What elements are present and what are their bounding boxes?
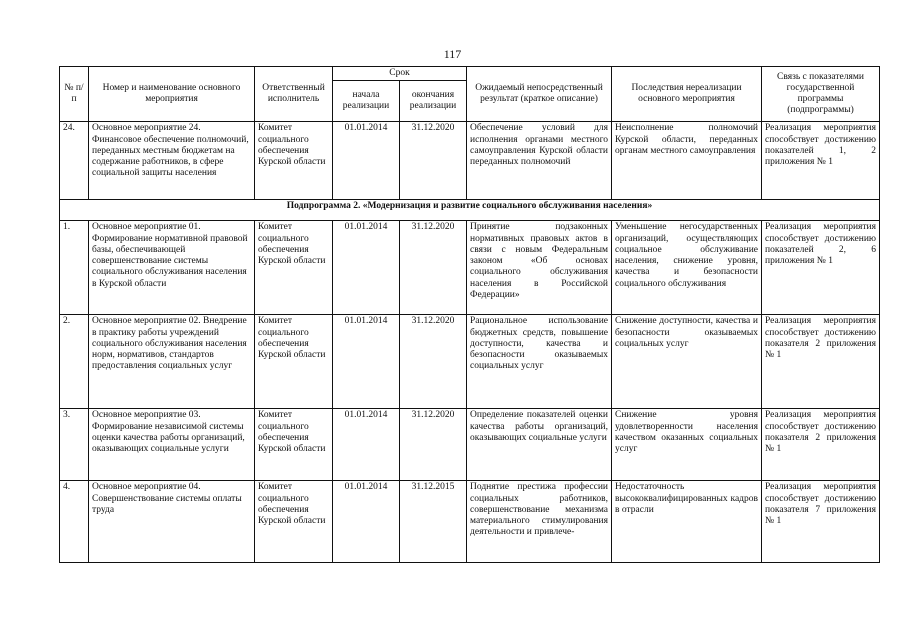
row-result: Рациональное использование бюджетных средств, повышение доступности, качества и безопасности оказываемых социальных услуг: [467, 315, 612, 409]
row-link: Реализация мероприятия способствует достижению показателей 2, 6 приложения № 1: [762, 221, 880, 315]
row-executor: Комитет социального обеспечения Курской области: [255, 315, 333, 409]
table-row: [60, 221, 880, 315]
row-end: 31.12.2015: [400, 481, 467, 563]
row-name: Основное мероприятие 01. Формирование нормативной правовой базы, обеспечивающей совершенствование системы социального обслуживания населения в Курской области: [89, 221, 255, 315]
row-consequences: Уменьшение негосударственных организаций, осуществляющих социальное обслуживание населения, снижение уровня, качества и безопасности социального обслуживания: [612, 221, 762, 315]
row-end: 31.12.2020: [400, 122, 467, 200]
row-name: Основное мероприятие 02. Внедрение в практику работы учреждений социального обслуживания населения норм, нормативов, стандартов предоставления социальных услуг: [89, 315, 255, 409]
row-start: 01.01.2014: [333, 221, 400, 315]
row-num: 2.: [60, 315, 89, 409]
table-row: [60, 315, 880, 409]
row-result: Поднятие престижа профессии социальных работников, совершенствование механизма материального стимулирования деятельности и привлече-: [467, 481, 612, 563]
row-start: 01.01.2014: [333, 122, 400, 200]
row-link: Реализация мероприятия способствует достижению показателей 1, 2 приложения № 1: [762, 122, 880, 200]
row-num: 3.: [60, 409, 89, 481]
row-num: 24.: [60, 122, 89, 200]
page-number: 117: [443, 47, 462, 61]
row-consequences: Недостаточность высококвалифицированных кадров в отрасли: [612, 481, 762, 563]
header-start: начала реализации: [333, 81, 400, 122]
row-consequences: Снижение доступности, качества и безопасности оказываемых социальных услуг: [612, 315, 762, 409]
row-result: Определение показателей оценки качества работы организаций, оказывающих социальные услуги: [467, 409, 612, 481]
row-name: Основное мероприятие 03. Формирование независимой системы оценки качества работы организаций, оказывающих социальные услуги: [89, 409, 255, 481]
row-end: 31.12.2020: [400, 221, 467, 315]
header-term: Срок: [333, 67, 467, 81]
row-executor: Комитет социального обеспечения Курской области: [255, 221, 333, 315]
header-executor: Ответственный исполнитель: [255, 67, 333, 122]
row-result: Обеспечение условий для исполнения органами местного самоуправления Курской области переданных полномочий: [467, 122, 612, 200]
row-link: Реализация мероприятия способствует достижению показателя 2 приложения № 1: [762, 315, 880, 409]
table-row: [60, 481, 880, 563]
row-name: Основное мероприятие 04. Совершенствование системы оплаты труда: [89, 481, 255, 563]
header-name: Номер и наименование основного мероприятия: [89, 67, 255, 122]
header-end: окончания реализации: [400, 81, 467, 122]
row-name: Основное мероприятие 24. Финансовое обеспечение полномочий, переданных местным бюджетам на содержание работников, в сфере социальной защиты населения: [89, 122, 255, 200]
header-num: № п/п: [60, 67, 89, 122]
header-link: Связь с показателями государственной программы (подпрограммы): [762, 67, 880, 122]
row-num: 4.: [60, 481, 89, 563]
row-executor: Комитет социального обеспечения Курской области: [255, 409, 333, 481]
row-link: Реализация мероприятия способствует достижению показателя 2 приложения № 1: [762, 409, 880, 481]
header-result: Ожидаемый непосредственный результат (краткое описание): [467, 67, 612, 122]
subprogram-title: Подпрограмма 2. «Модернизация и развитие социального обслуживания населения»: [60, 200, 880, 221]
row-num: 1.: [60, 221, 89, 315]
subprogram-row: [60, 200, 880, 221]
row-executor: Комитет социального обеспечения Курской области: [255, 122, 333, 200]
row-start: 01.01.2014: [333, 315, 400, 409]
row-end: 31.12.2020: [400, 409, 467, 481]
row-consequences: Неисполнение полномочий Курской области, переданных органам местного самоуправления: [612, 122, 762, 200]
row-executor: Комитет социального обеспечения Курской области: [255, 481, 333, 563]
row-end: 31.12.2020: [400, 315, 467, 409]
table-row: [60, 409, 880, 481]
table-row: [60, 122, 880, 200]
measures-table: [59, 66, 880, 563]
row-start: 01.01.2014: [333, 481, 400, 563]
row-consequences: Снижение уровня удовлетворенности населения качеством оказанных социальных услуг: [612, 409, 762, 481]
row-link: Реализация мероприятия способствует достижению показателя 7 приложения № 1: [762, 481, 880, 563]
row-result: Принятие подзаконных нормативных правовых актов в связи с новым Федеральным законом «Об основах социального обслуживания населения в Российской Федерации»: [467, 221, 612, 315]
row-start: 01.01.2014: [333, 409, 400, 481]
header-consequences: Последствия нереализации основного мероприятия: [612, 67, 762, 122]
